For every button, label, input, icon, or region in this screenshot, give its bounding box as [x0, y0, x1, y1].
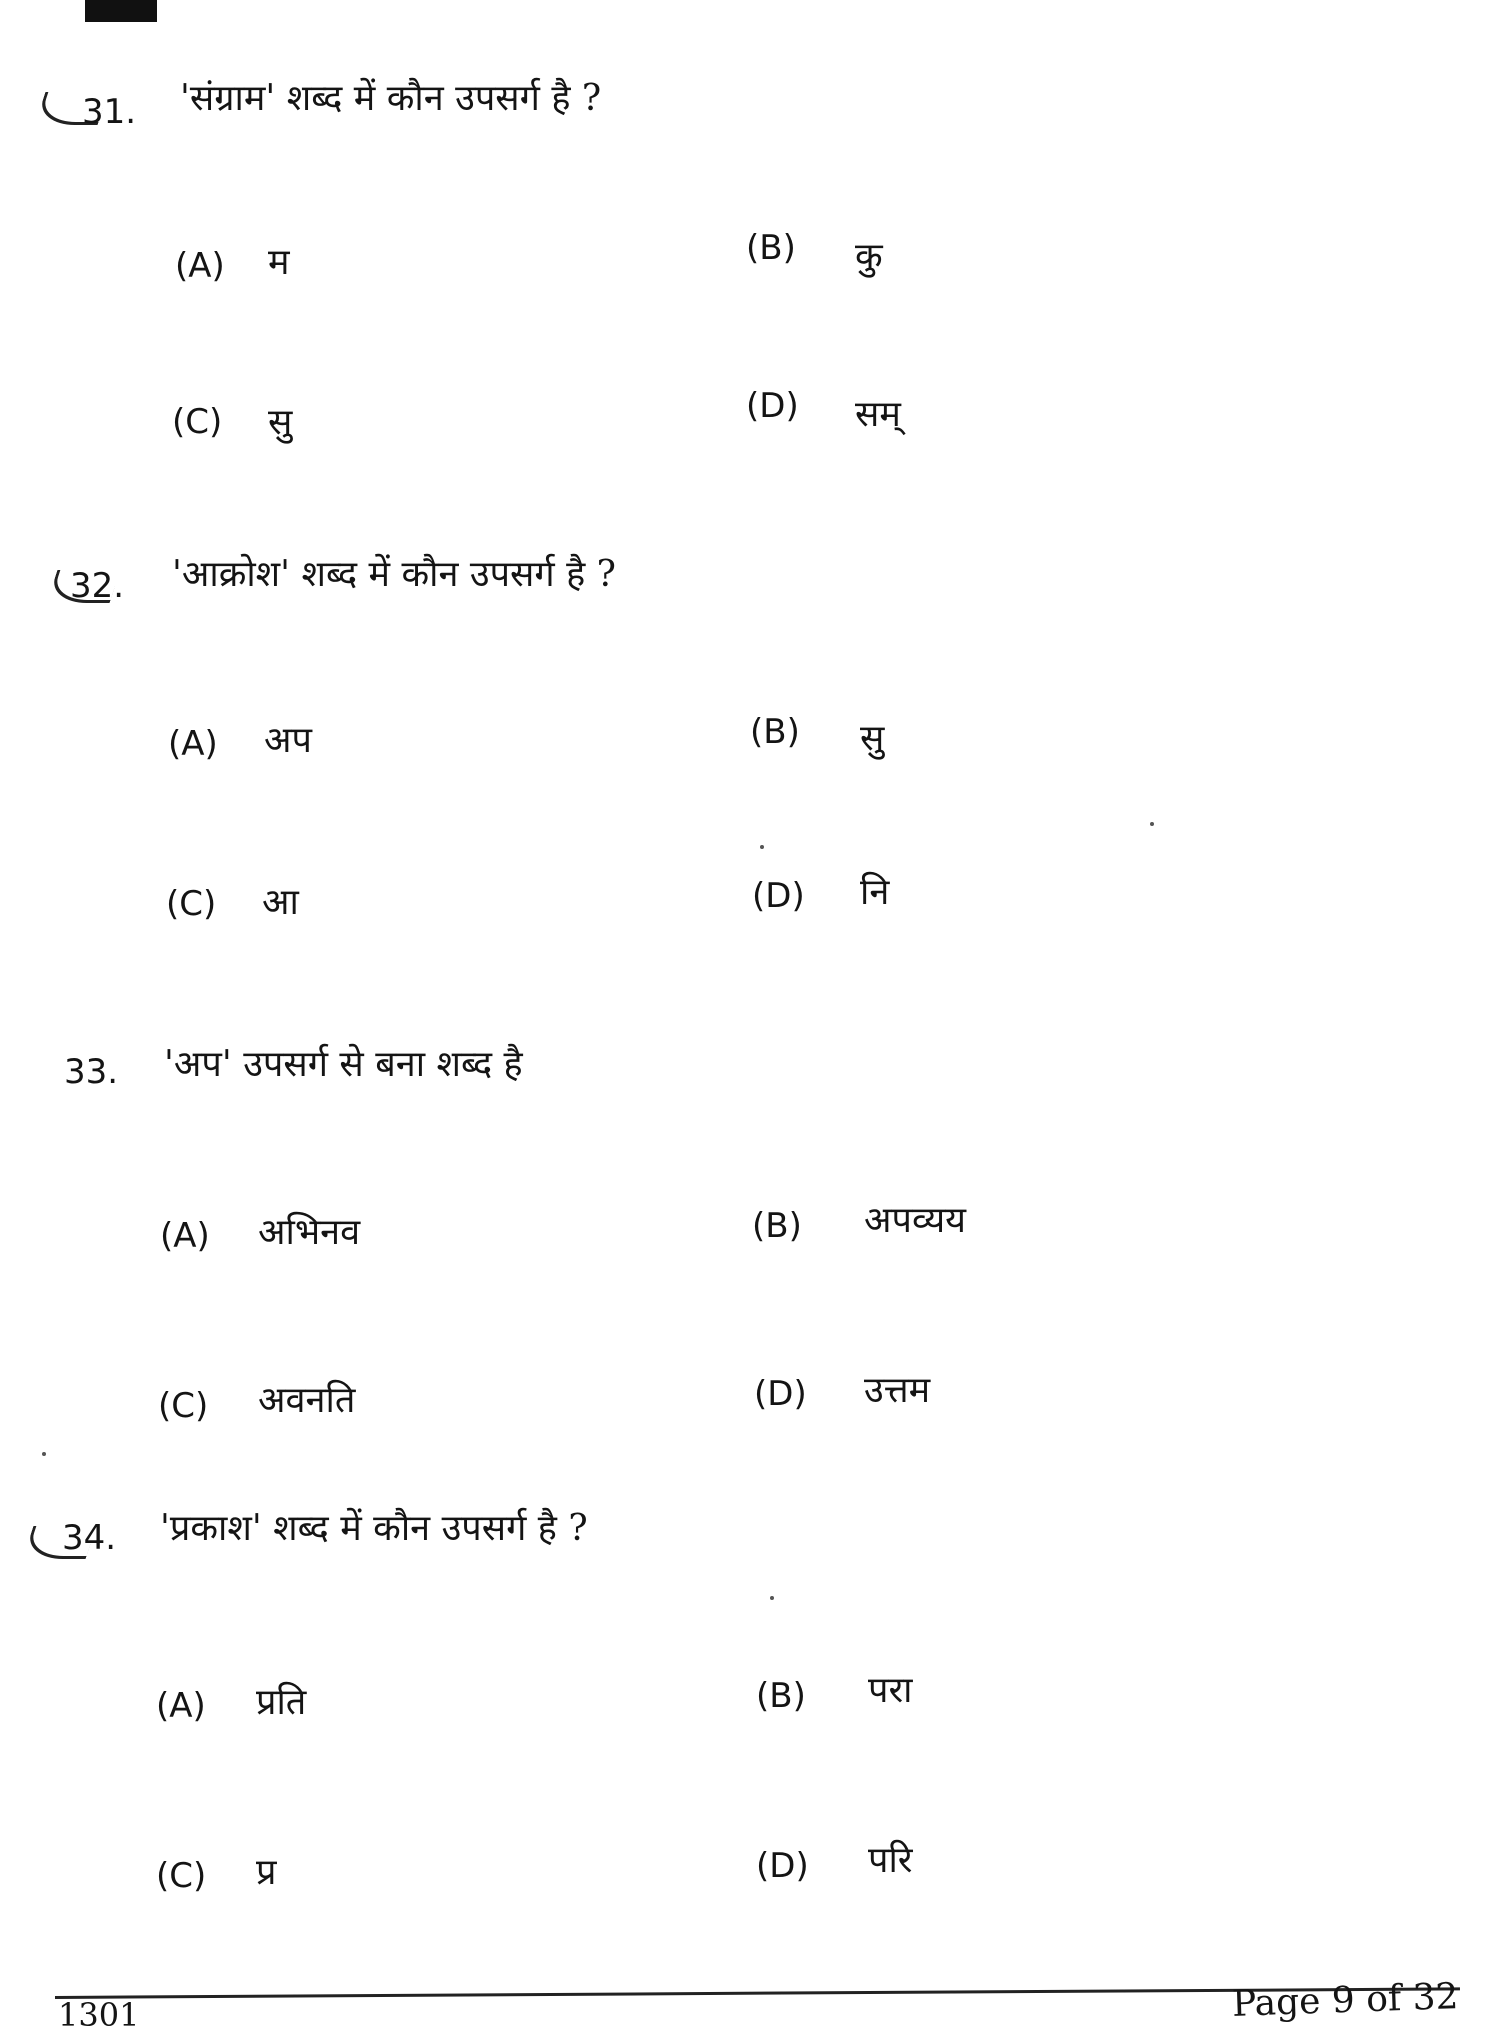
paper-code: 1301: [58, 1996, 140, 2034]
option-text: सम्: [855, 394, 901, 435]
option-text: सु: [860, 718, 885, 759]
option-label: (A): [168, 724, 218, 764]
scan-speck: [1150, 822, 1154, 826]
question-number: 34.: [62, 1518, 117, 1558]
scan-speck: [760, 845, 764, 849]
question-number: 32.: [70, 566, 125, 606]
question-text: 'अप' उपसर्ग से बना शब्द है: [164, 1044, 523, 1085]
option-text: कु: [855, 236, 883, 277]
option-label: (B): [756, 1676, 806, 1716]
option-label: (B): [750, 712, 800, 752]
question-number: 33.: [64, 1052, 119, 1092]
option-text: परा: [868, 1670, 913, 1711]
option-label: (C): [156, 1856, 207, 1896]
option-text: अवनति: [258, 1380, 356, 1421]
page-number: Page 9 of 32: [1231, 1976, 1460, 2025]
question-number: 31.: [82, 92, 137, 132]
question-text: 'आक्रोश' शब्द में कौन उपसर्ग है ?: [172, 554, 616, 595]
series-tab-mark: [85, 0, 157, 22]
option-label: (A): [175, 246, 225, 286]
option-text: परि: [868, 1840, 913, 1881]
question-text: 'संग्राम' शब्द में कौन उपसर्ग है ?: [180, 78, 602, 119]
scan-speck: [42, 1452, 46, 1456]
option-text: अपव्यय: [864, 1200, 967, 1241]
option-text: म: [268, 242, 290, 283]
question-text: 'प्रकाश' शब्द में कौन उपसर्ग है ?: [160, 1508, 588, 1549]
option-text: अभिनव: [258, 1212, 361, 1253]
option-label: (A): [156, 1686, 206, 1726]
option-text: अप: [264, 720, 312, 761]
option-label: (C): [172, 402, 223, 442]
option-label: (C): [158, 1386, 209, 1426]
option-text: उत्तम: [864, 1370, 931, 1411]
option-label: (B): [746, 228, 796, 268]
option-text: प्र: [256, 1852, 277, 1893]
option-text: सु: [268, 402, 293, 443]
option-label: (A): [160, 1216, 210, 1256]
scan-speck: [770, 1596, 774, 1600]
option-text: आ: [262, 882, 299, 923]
option-text: प्रति: [256, 1682, 307, 1723]
option-label: (D): [752, 876, 805, 916]
option-text: नि: [860, 872, 890, 913]
option-label: (B): [752, 1206, 802, 1246]
option-label: (D): [756, 1846, 809, 1886]
option-label: (D): [746, 386, 799, 426]
option-label: (D): [754, 1374, 807, 1414]
option-label: (C): [166, 884, 217, 924]
